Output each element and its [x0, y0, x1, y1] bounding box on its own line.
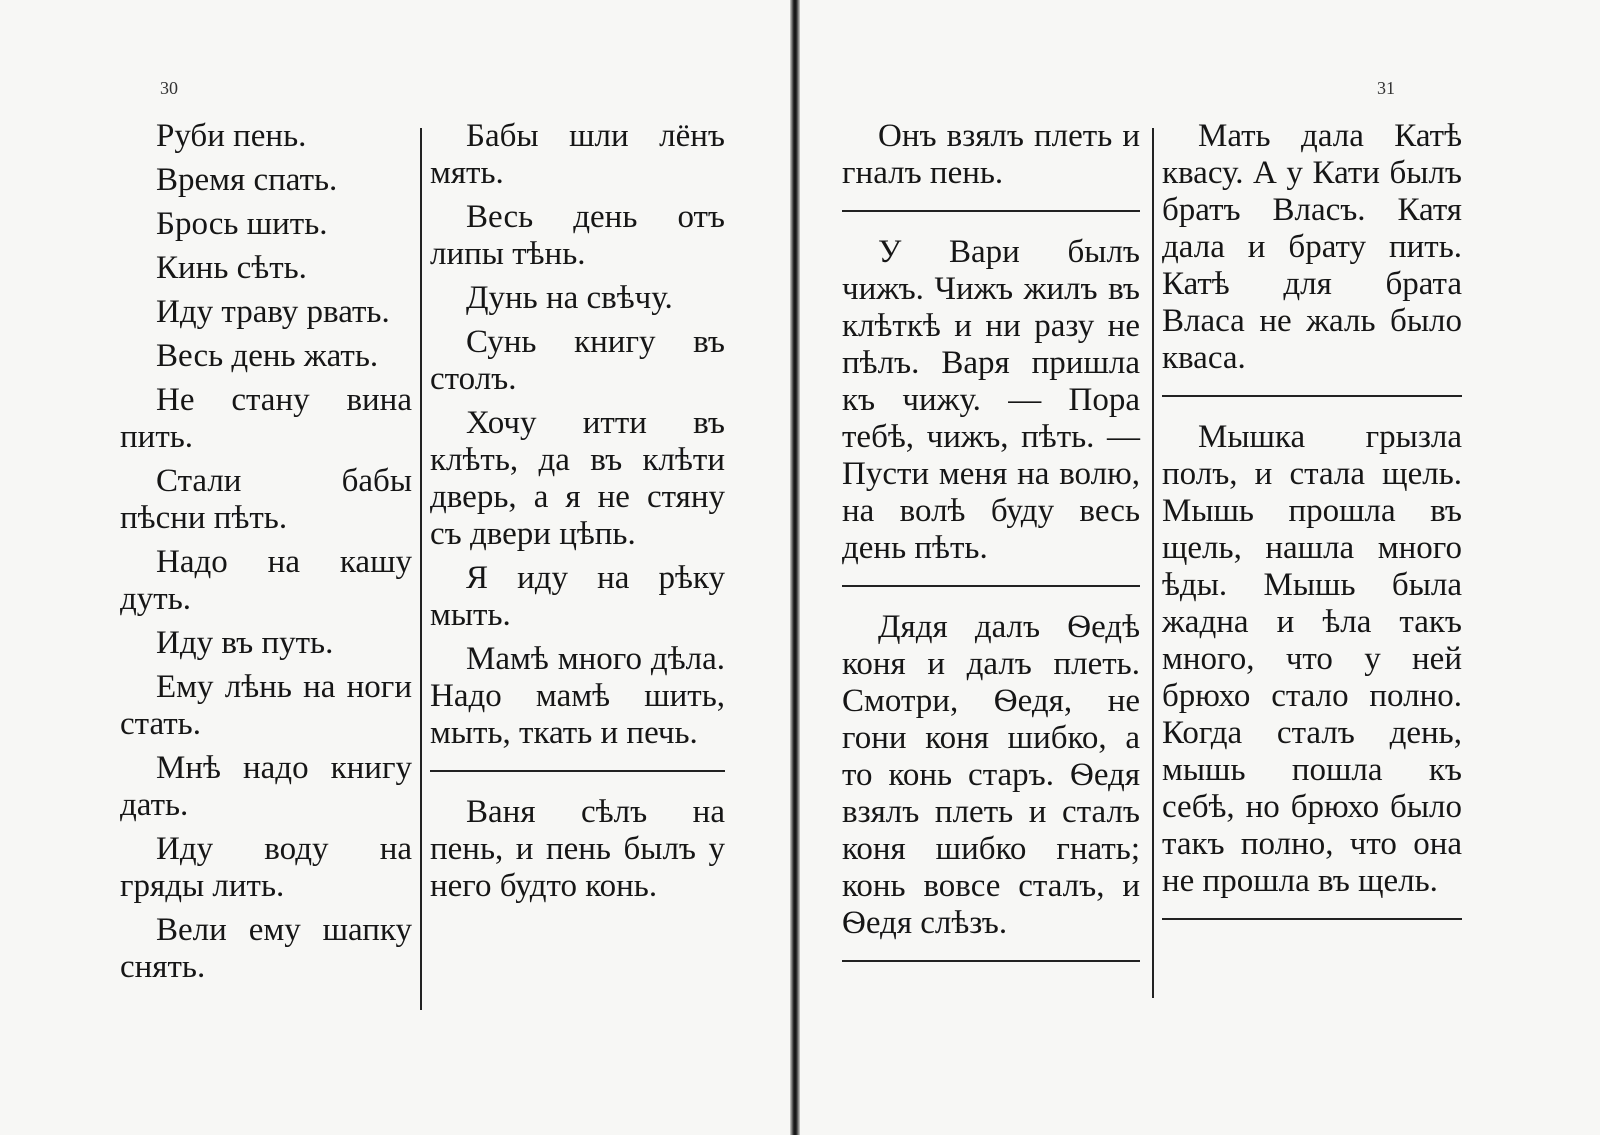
line: Весь день жать.	[156, 338, 379, 374]
right-page	[800, 0, 1600, 1135]
book-gutter	[790, 0, 800, 1135]
left-page-column-2	[430, 118, 725, 912]
column-divider	[1152, 128, 1154, 998]
page-number: 31	[1377, 78, 1395, 98]
right-page-column-1	[842, 118, 1140, 984]
line: Сунь книгу въ столъ.	[430, 324, 725, 397]
paragraph: Дядя далъ Ѳедѣ коня и далъ плеть. Смотри, Ѳедя, не гони коня шибко, а то конь старъ. Ѳедя взялъ плеть и сталъ коня шибко гнать; конь вовсе сталъ, и Ѳедя слѣзъ.	[842, 609, 1140, 941]
section-rule	[1162, 918, 1462, 920]
line: Весь день отъ липы тѣнь.	[430, 199, 725, 272]
section-rule	[430, 770, 725, 772]
paragraph: Мышка грызла полъ, и стала щель. Мышь прошла въ щель, нашла много ѣды. Мышь была жадна и ѣла такъ много, что у ней брюхо стало полно. Когда сталъ день, мышь пошла къ себѣ, но брюхо было такъ полно, что она не прошла въ щель.	[1162, 419, 1462, 899]
paragraph: У Вари былъ чижъ. Чижъ жилъ въ клѣткѣ и ни разу не пѣлъ. Варя пришла къ чижу. — Пора тебѣ, чижъ, пѣть. — Пусти меня на волю, на волѣ буду весь день пѣть.	[842, 234, 1140, 566]
right-page-column-2	[1162, 118, 1462, 942]
line: Бабы шли лёнъ мять.	[430, 118, 725, 191]
page-number: 30	[160, 78, 178, 98]
section-rule	[1162, 395, 1462, 397]
paragraph: Онъ взялъ плеть и гналъ пень.	[842, 118, 1140, 191]
line: Надо на кашу дуть.	[120, 544, 412, 617]
line: Кинь сѣть.	[156, 250, 307, 286]
left-page	[0, 0, 790, 1135]
left-page-column-1	[120, 118, 412, 993]
line: Время спать.	[156, 162, 338, 198]
line: Руби пень.	[156, 118, 307, 154]
section-rule	[842, 210, 1140, 212]
line: Брось шить.	[156, 206, 328, 242]
line: Ему лѣнь на ноги стать.	[120, 669, 412, 742]
line: Мамѣ много дѣла. Надо мамѣ шить, мыть, ткать и печь.	[430, 641, 725, 751]
line: Дунь на свѣчу.	[466, 280, 673, 316]
line: Не стану вина пить.	[120, 382, 412, 455]
section-rule	[842, 585, 1140, 587]
line: Ваня сѣлъ на пень, и пень былъ у него будто конь.	[430, 794, 725, 904]
line: Я иду на рѣку мыть.	[430, 560, 725, 633]
line: Хочу итти въ клѣть, да въ клѣти дверь, а я не стяну съ двери цѣпь.	[430, 405, 725, 552]
line: Вели ему шапку снять.	[120, 912, 412, 985]
line: Иду воду на гряды лить.	[120, 831, 412, 904]
line: Иду въ путь.	[156, 625, 334, 661]
line: Стали бабы пѣсни пѣть.	[120, 463, 412, 536]
line: Иду траву рвать.	[156, 294, 390, 330]
paragraph: Мать дала Катѣ квасу. А у Кати былъ братъ Власъ. Катя дала и брату пить. Катѣ для брата Власа не жаль было кваса.	[1162, 118, 1462, 376]
line: Мнѣ надо книгу дать.	[120, 750, 412, 823]
section-rule	[842, 960, 1140, 962]
column-divider	[420, 128, 422, 1010]
